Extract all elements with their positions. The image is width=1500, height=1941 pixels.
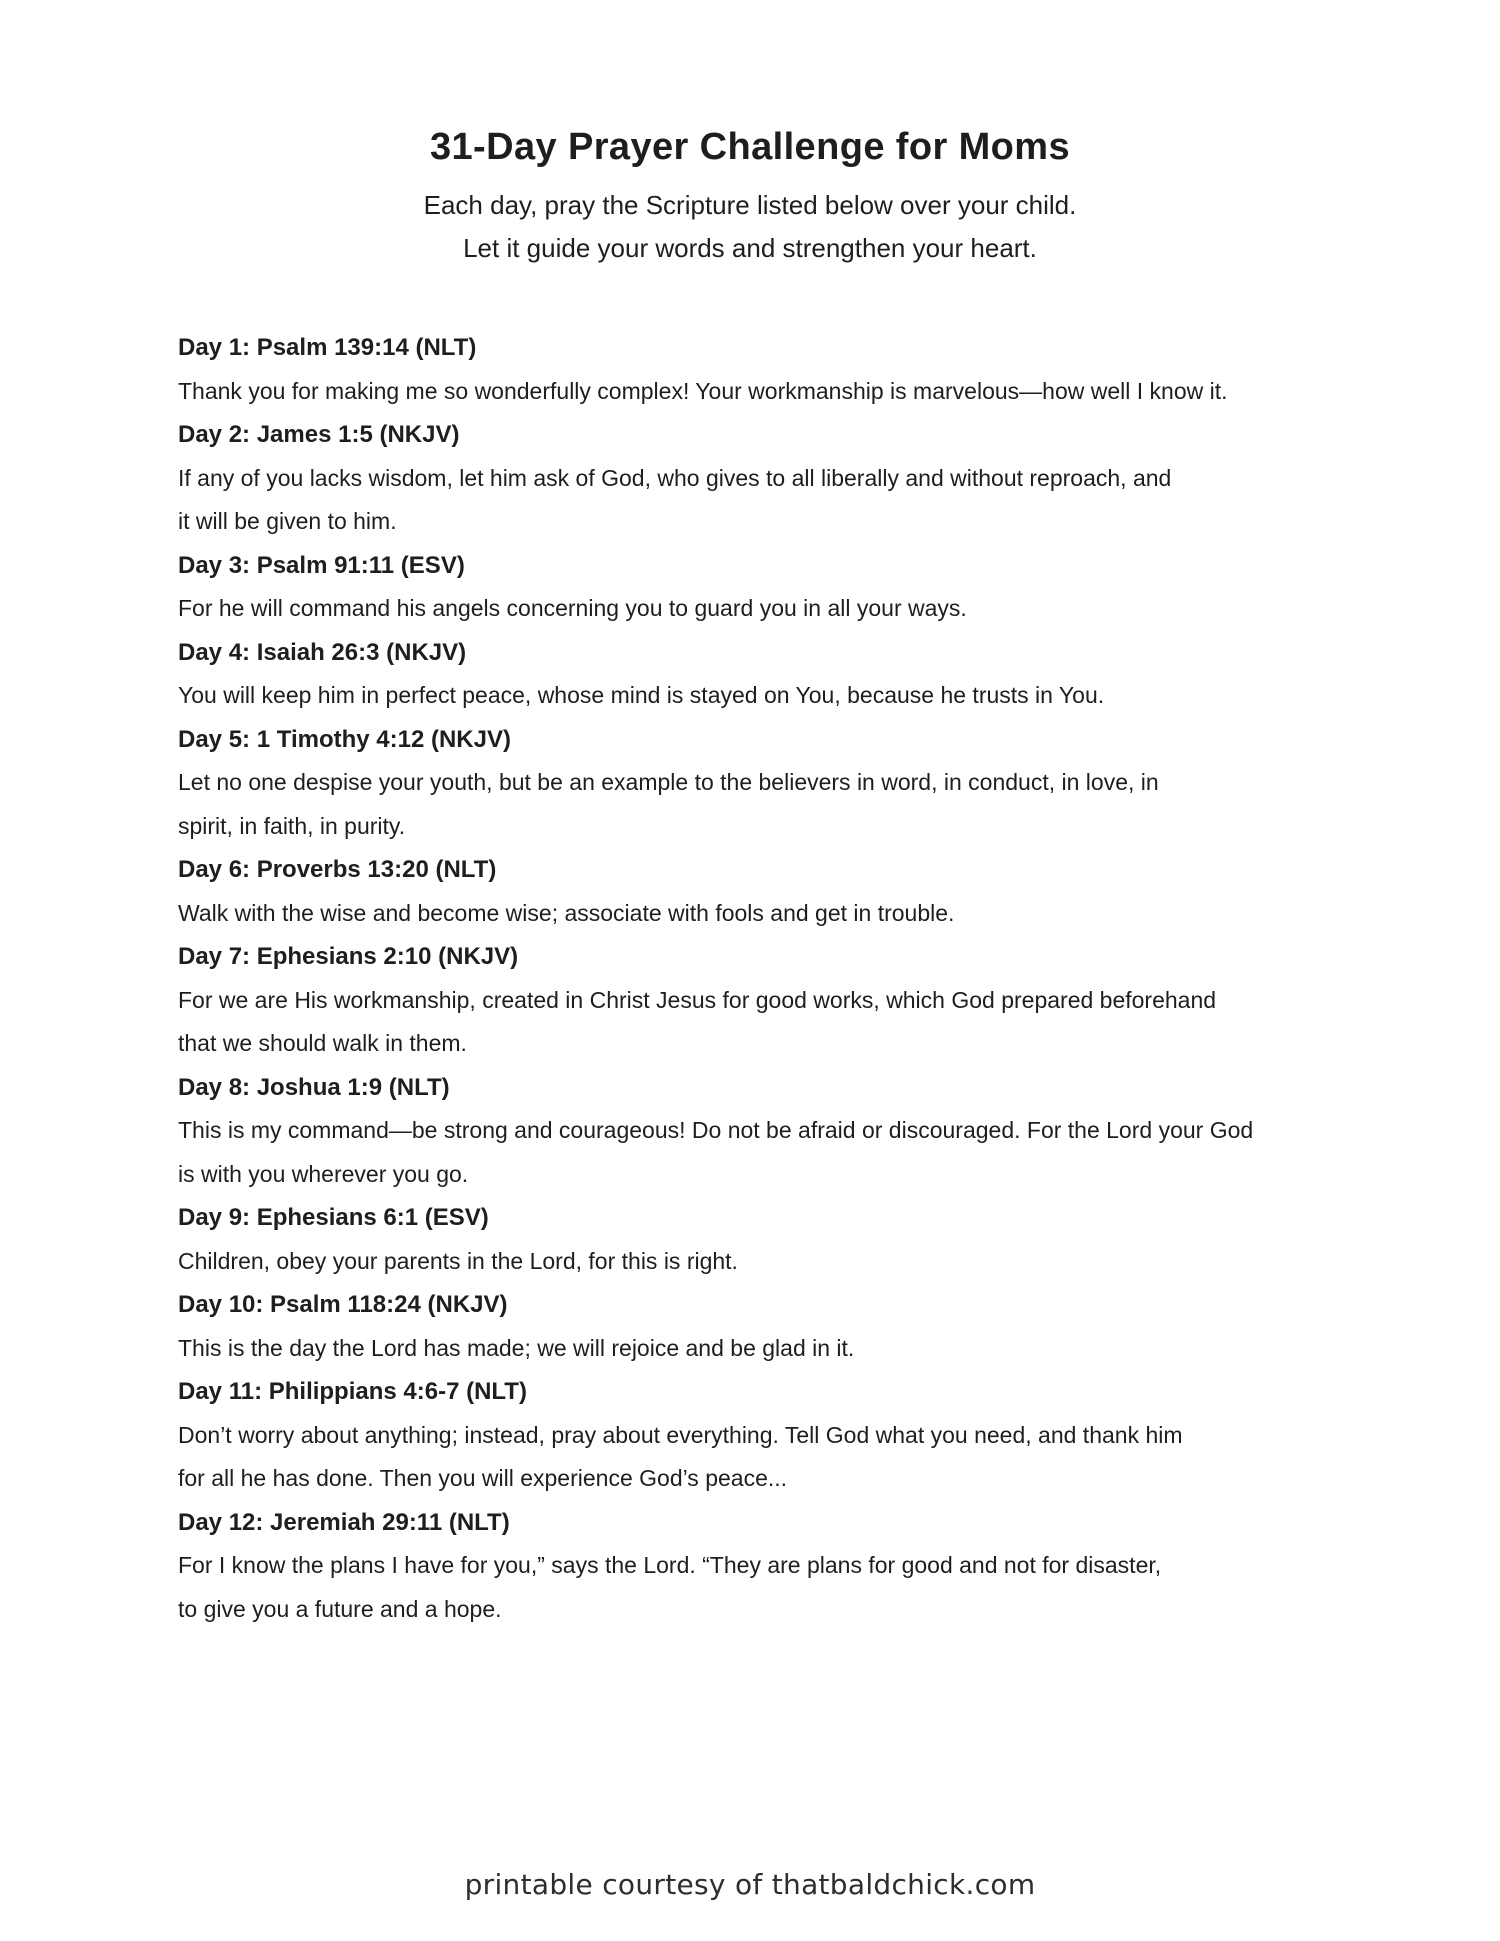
day-2-verse-line-1: If any of you lacks wisdom, let him ask of God, who gives to all liberally and without reproach, and (178, 464, 1172, 491)
day-12-verse-line-2: to give you a future and a hope. (178, 1595, 502, 1622)
day-2-section (178, 413, 1380, 544)
day-4-heading: Day 4: Isaiah 26:3 (NKJV) (178, 638, 467, 666)
day-9-section (178, 1196, 1380, 1283)
day-4-verse-line-1: You will keep him in perfect peace, whose mind is stayed on You, because he trusts in You. (178, 682, 1105, 708)
day-2-verse-line-2: it will be given to him. (178, 508, 397, 534)
day-9-heading: Day 9: Ephesians 6:1 (ESV) (178, 1204, 489, 1231)
day-1-heading: Day 1: Psalm 139:14 (NLT) (178, 334, 477, 361)
day-10-verse-line-1: This is the day the Lord has made; we will rejoice and be glad in it. (178, 1334, 855, 1361)
footer-credit: printable courtesy of thatbaldchick.com (464, 1868, 1036, 1901)
day-8-section (178, 1066, 1380, 1197)
day-3-heading: Day 3: Psalm 91:11 (ESV) (178, 551, 465, 579)
day-8-heading: Day 8: Joshua 1:9 (NLT) (178, 1073, 450, 1101)
page-title: 31-Day Prayer Challenge for Moms (429, 126, 1071, 168)
day-5-verse-line-1: Let no one despise your youth, but be an example to the believers in word, in conduct, in love, in (178, 769, 1159, 795)
day-3-section (178, 544, 1380, 631)
day-2-heading: Day 2: James 1:5 (NKJV) (178, 421, 460, 448)
day-11-section (178, 1370, 1380, 1501)
day-6-heading: Day 6: Proverbs 13:20 (NLT) (178, 856, 497, 883)
day-5-verse-line-2: spirit, in faith, in purity. (178, 812, 406, 839)
prayer-list (178, 326, 1380, 1631)
day-7-section (178, 935, 1380, 1066)
day-9-verse-line-1: Children, obey your parents in the Lord, for this is right. (178, 1247, 738, 1274)
day-5-section (178, 718, 1380, 849)
day-6-verse-line-1: Walk with the wise and become wise; associate with fools and get in trouble. (178, 899, 955, 926)
day-8-verse-line-2: is with you wherever you go. (178, 1160, 469, 1187)
day-11-verse-line-2: for all he has done. Then you will experience God’s peace... (178, 1465, 788, 1491)
subtitle-line-2: Let it guide your words and strengthen your heart. (463, 233, 1037, 263)
day-12-verse-line-1: For I know the plans I have for you,” says the Lord. “They are plans for good and not for disaster, (178, 1552, 1162, 1578)
day-5-heading: Day 5: 1 Timothy 4:12 (NKJV) (178, 725, 511, 753)
day-12-heading: Day 12: Jeremiah 29:11 (NLT) (178, 1508, 510, 1536)
day-12-section (178, 1501, 1380, 1632)
day-10-heading: Day 10: Psalm 118:24 (NKJV) (178, 1291, 508, 1318)
day-8-verse-line-1: This is my command—be strong and courageous! Do not be afraid or discouraged. For the Lord your God (178, 1117, 1254, 1143)
day-1-section (178, 326, 1380, 413)
day-6-section (178, 848, 1380, 935)
subtitle-line-1: Each day, pray the Scripture listed below over your child. (423, 190, 1077, 220)
day-11-verse-line-1: Don’t worry about anything; instead, pray about everything. Tell God what you need, and thank him (178, 1421, 1183, 1448)
day-7-heading: Day 7: Ephesians 2:10 (NKJV) (178, 943, 519, 970)
day-7-verse-line-2: that we should walk in them. (178, 1030, 467, 1056)
day-7-verse-line-1: For we are His workmanship, created in Christ Jesus for good works, which God prepared beforehand (178, 986, 1217, 1013)
document-header (0, 0, 1500, 270)
day-4-section (178, 631, 1380, 718)
day-1-verse-line-1: Thank you for making me so wonderfully complex! Your workmanship is marvelous—how well I know it. (178, 377, 1228, 404)
page-subtitle (0, 184, 1500, 270)
day-10-section (178, 1283, 1380, 1370)
day-11-heading: Day 11: Philippians 4:6-7 (NLT) (178, 1378, 527, 1405)
day-3-verse-line-1: For he will command his angels concerning you to guard you in all your ways. (178, 595, 967, 621)
